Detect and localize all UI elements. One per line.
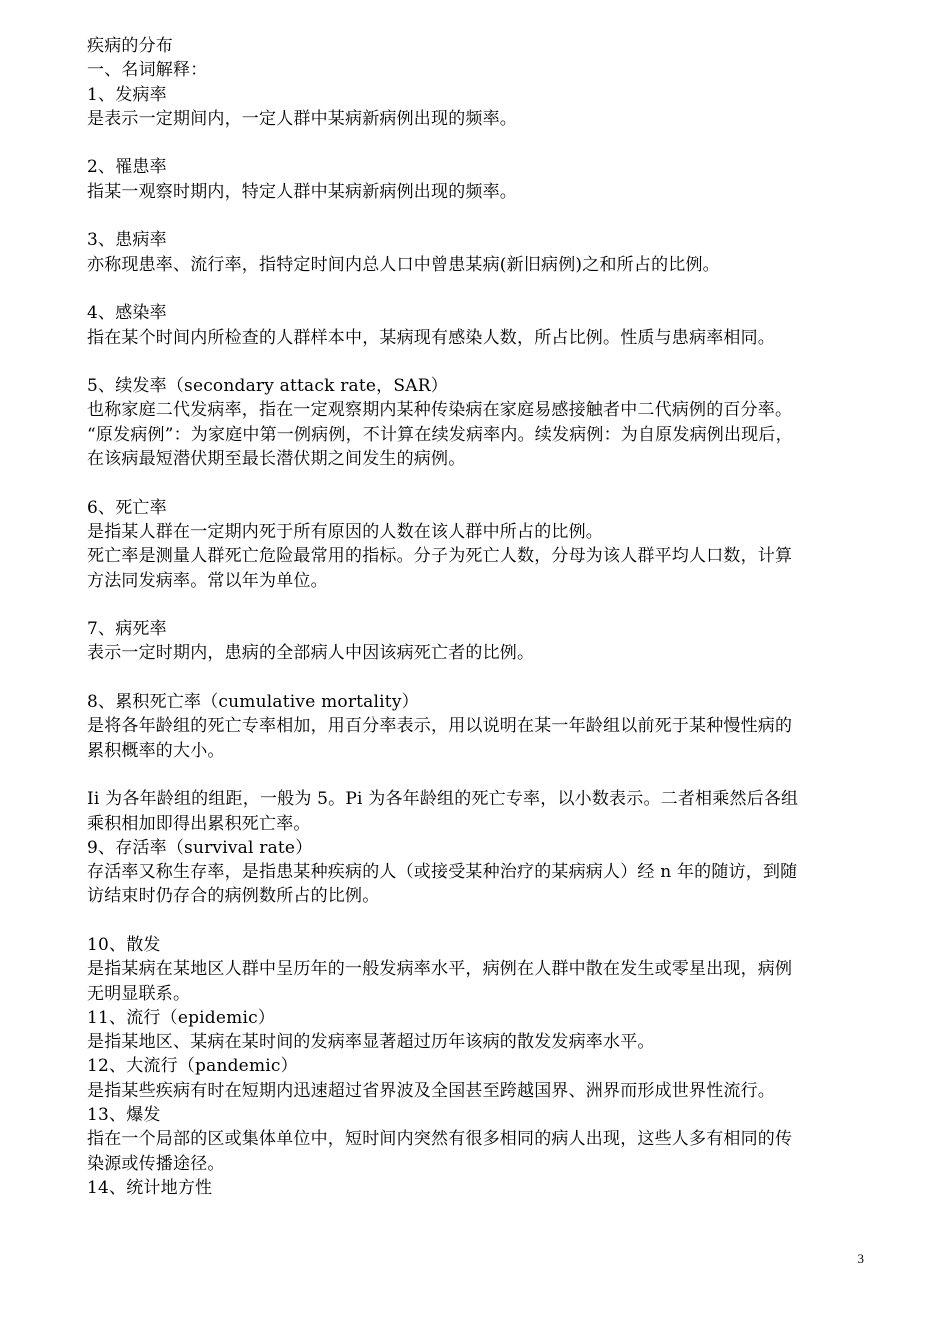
term-definition: 在该病最短潜伏期至最长潜伏期之间发生的病例。 [87, 449, 466, 470]
term-definition: 表示一定时期内，患病的全部病人中因该病死亡者的比例。 [87, 643, 535, 664]
term-definition: 累积概率的大小。 [87, 740, 225, 761]
term-definition: 是指某人群在一定期内死于所有原因的人数在该人群中所占的比例。 [87, 521, 603, 542]
section-heading: 一、名词解释： [87, 60, 208, 81]
formula-note: Ii 为各年龄组的组距，一般为 5。Pi 为各年龄组的死亡专率，以小数表示。二者相乘然后各组 [87, 789, 799, 810]
document-title: 疾病的分布 [87, 36, 173, 56]
document-page [87, 34, 877, 1200]
term-heading: 5、续发率（secondary attack rate，SAR） [87, 376, 448, 397]
term-definition: 无明显联系。 [87, 983, 191, 1004]
blank-line [87, 763, 877, 787]
term-definition: 指在某个时间内所检查的人群样本中，某病现有感染人数，所占比例。性质与患病率相同。 [87, 327, 775, 348]
term-heading: 9、存活率（survival rate） [87, 837, 313, 858]
blank-line [87, 909, 877, 933]
blank-line [87, 666, 877, 690]
term-definition: 是指某地区、某病在某时间的发病率显著超过历年该病的散发发病率水平。 [87, 1032, 655, 1053]
blank-line [87, 131, 877, 155]
term-heading: 10、散发 [87, 934, 161, 955]
term-heading: 12、大流行（pandemic） [87, 1056, 298, 1077]
term-definition: 指某一观察时期内，特定人群中某病新病例出现的频率。 [87, 181, 517, 202]
term-heading: 2、罹患率 [87, 157, 167, 178]
blank-line [87, 593, 877, 617]
term-definition: 也称家庭二代发病率，指在一定观察期内某种传染病在家庭易感接触者中二代病例的百分率。 [87, 400, 793, 421]
term-heading: 1、发病率 [87, 84, 167, 105]
term-heading: 8、累积死亡率（cumulative mortality） [87, 692, 419, 713]
term-definition: 死亡率是测量人群死亡危险最常用的指标。分子为死亡人数，分母为该人群平均人口数，计算 [87, 546, 793, 567]
term-definition: 亦称现患率、流行率，指特定时间内总人口中曾患某病(新旧病例)之和所占的比例。 [87, 254, 720, 275]
term-heading: 11、流行（epidemic） [87, 1007, 276, 1028]
term-definition: 方法同发病率。常以年为单位。 [87, 570, 328, 591]
page-number: 3 [857, 1251, 864, 1266]
term-definition: 存活率又称生存率，是指患某种疾病的人（或接受某种治疗的某病病人）经 n 年的随访，到随 [87, 862, 798, 883]
term-heading: 14、统计地方性 [87, 1177, 213, 1198]
blank-line [87, 204, 877, 228]
term-heading: 3、患病率 [87, 230, 167, 251]
term-definition: 是表示一定期间内，一定人群中某病新病例出现的频率。 [87, 108, 517, 129]
term-heading: 4、感染率 [87, 303, 167, 324]
term-definition: 是将各年龄组的死亡专率相加，用百分率表示，用以说明在某一年龄组以前死于某种慢性病的 [87, 716, 793, 737]
blank-line [87, 277, 877, 301]
term-heading: 13、爆发 [87, 1105, 161, 1126]
term-heading: 7、病死率 [87, 619, 167, 640]
blank-line [87, 350, 877, 374]
term-definition: 指在一个局部的区或集体单位中，短时间内突然有很多相同的病人出现，这些人多有相同的传 [87, 1129, 793, 1150]
term-definition: 是指某些疾病有时在短期内迅速超过省界波及全国甚至跨越国界、洲界而形成世界性流行。 [87, 1080, 775, 1101]
term-heading: 6、死亡率 [87, 497, 167, 518]
term-definition: 染源或传播途径。 [87, 1153, 225, 1174]
term-definition: 访结束时仍存合的病例数所占的比例。 [87, 886, 380, 907]
formula-note: 乘积相加即得出累积死亡率。 [87, 813, 311, 834]
term-definition: 是指某病在某地区人群中呈历年的一般发病率水平，病例在人群中散在发生或零星出现，病例 [87, 959, 793, 980]
blank-line [87, 471, 877, 495]
term-definition: “原发病例”：为家庭中第一例病例，不计算在续发病率内。续发病例：为自原发病例出现后， [87, 424, 793, 445]
